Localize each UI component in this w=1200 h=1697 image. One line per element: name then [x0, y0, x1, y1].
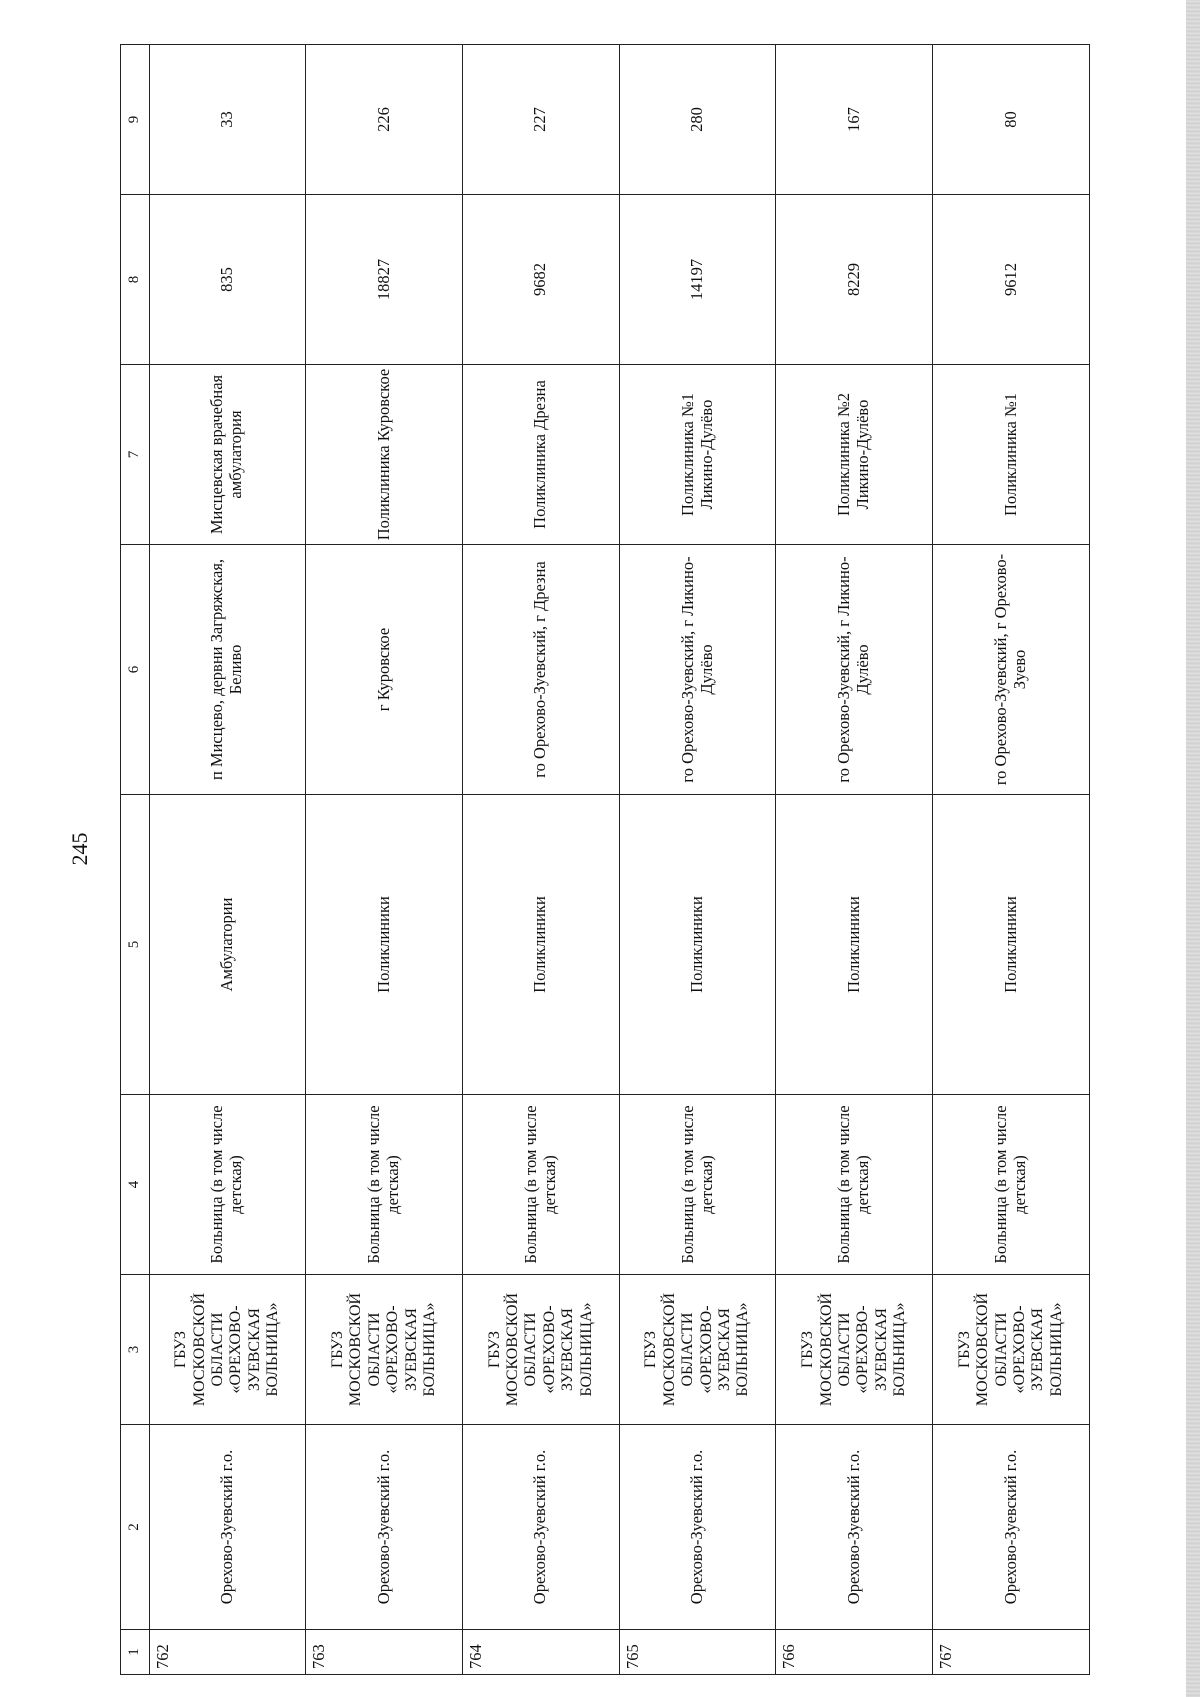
district-cell: Орехово-Зуевский г.о. [463, 1425, 620, 1630]
column-header: 5 [121, 795, 150, 1095]
organization-cell: ГБУЗ МОСКОВСКОЙ ОБЛАСТИ «ОРЕХОВО-ЗУЕВСКАЯ БОЛЬНИЦА» [306, 1275, 463, 1425]
value-col8-cell: 18827 [306, 195, 463, 365]
unit-cell: Мисцевская врачебная амбулатория [149, 365, 306, 545]
locality-cell: го Орехово-Зуевский, г Ликино-Дулёво [619, 545, 776, 795]
facility-type-cell: Больница (в том числе детская) [463, 1095, 620, 1275]
value-col9-cell: 227 [463, 45, 620, 195]
column-header: 1 [121, 1630, 150, 1675]
column-number-header [121, 45, 150, 1675]
locality-cell: го Орехово-Зуевский, г Ликино-Дулёво [776, 545, 933, 795]
organization-cell: ГБУЗ МОСКОВСКОЙ ОБЛАСТИ «ОРЕХОВО-ЗУЕВСКАЯ БОЛЬНИЦА» [776, 1275, 933, 1425]
subtype-cell: Поликлиники [463, 795, 620, 1095]
table-body [149, 45, 1089, 1675]
unit-cell: Поликлиника №2 Ликино-Дулёво [776, 365, 933, 545]
column-header: 8 [121, 195, 150, 365]
column-header: 4 [121, 1095, 150, 1275]
subtype-cell: Поликлиники [306, 795, 463, 1095]
facility-type-cell: Больница (в том числе детская) [619, 1095, 776, 1275]
table-row [306, 45, 463, 1675]
district-cell: Орехово-Зуевский г.о. [776, 1425, 933, 1630]
unit-cell: Поликлиника №1 Ликино-Дулёво [619, 365, 776, 545]
facility-type-cell: Больница (в том числе детская) [933, 1095, 1090, 1275]
column-header: 6 [121, 545, 150, 795]
table-row [463, 45, 620, 1675]
facility-type-cell: Больница (в том числе детская) [149, 1095, 306, 1275]
column-header: 7 [121, 365, 150, 545]
locality-cell: го Орехово-Зуевский, г Дрезна [463, 545, 620, 795]
scan-edge [1186, 0, 1200, 1697]
value-col9-cell: 167 [776, 45, 933, 195]
value-col9-cell: 226 [306, 45, 463, 195]
subtype-cell: Поликлиники [619, 795, 776, 1095]
facility-type-cell: Больница (в том числе детская) [306, 1095, 463, 1275]
district-cell: Орехово-Зуевский г.о. [619, 1425, 776, 1630]
value-col9-cell: 33 [149, 45, 306, 195]
rotated-table-wrapper [120, 45, 1090, 1675]
value-col8-cell: 9612 [933, 195, 1090, 365]
row-number: 766 [776, 1630, 933, 1675]
value-col8-cell: 835 [149, 195, 306, 365]
organization-cell: ГБУЗ МОСКОВСКОЙ ОБЛАСТИ «ОРЕХОВО-ЗУЕВСКАЯ БОЛЬНИЦА» [149, 1275, 306, 1425]
facility-type-cell: Больница (в том числе детская) [776, 1095, 933, 1275]
row-number: 767 [933, 1630, 1090, 1675]
district-cell: Орехово-Зуевский г.о. [933, 1425, 1090, 1630]
district-cell: Орехово-Зуевский г.о. [306, 1425, 463, 1630]
table-row [776, 45, 933, 1675]
subtype-cell: Амбулатории [149, 795, 306, 1095]
column-header: 3 [121, 1275, 150, 1425]
value-col8-cell: 9682 [463, 195, 620, 365]
district-cell: Орехово-Зуевский г.о. [149, 1425, 306, 1630]
value-col9-cell: 280 [619, 45, 776, 195]
row-number: 764 [463, 1630, 620, 1675]
column-header: 9 [121, 45, 150, 195]
organization-cell: ГБУЗ МОСКОВСКОЙ ОБЛАСТИ «ОРЕХОВО-ЗУЕВСКАЯ БОЛЬНИЦА» [933, 1275, 1090, 1425]
row-number: 762 [149, 1630, 306, 1675]
row-number: 765 [619, 1630, 776, 1675]
locality-cell: го Орехово-Зуевский, г Орехово-Зуево [933, 545, 1090, 795]
unit-cell: Поликлиника Дрезна [463, 365, 620, 545]
table-row [619, 45, 776, 1675]
page-number: 245 [67, 832, 92, 866]
subtype-cell: Поликлиники [933, 795, 1090, 1095]
row-number: 763 [306, 1630, 463, 1675]
table-row [149, 45, 306, 1675]
unit-cell: Поликлиника Куровское [306, 365, 463, 545]
value-col9-cell: 80 [933, 45, 1090, 195]
locality-cell: г Куровское [306, 545, 463, 795]
facilities-table [120, 44, 1090, 1675]
organization-cell: ГБУЗ МОСКОВСКОЙ ОБЛАСТИ «ОРЕХОВО-ЗУЕВСКАЯ БОЛЬНИЦА» [619, 1275, 776, 1425]
table-row [933, 45, 1090, 1675]
value-col8-cell: 8229 [776, 195, 933, 365]
unit-cell: Поликлиника №1 [933, 365, 1090, 545]
organization-cell: ГБУЗ МОСКОВСКОЙ ОБЛАСТИ «ОРЕХОВО-ЗУЕВСКАЯ БОЛЬНИЦА» [463, 1275, 620, 1425]
column-header: 2 [121, 1425, 150, 1630]
subtype-cell: Поликлиники [776, 795, 933, 1095]
value-col8-cell: 14197 [619, 195, 776, 365]
locality-cell: п Мисцево, дервни Загряжская, Беливо [149, 545, 306, 795]
